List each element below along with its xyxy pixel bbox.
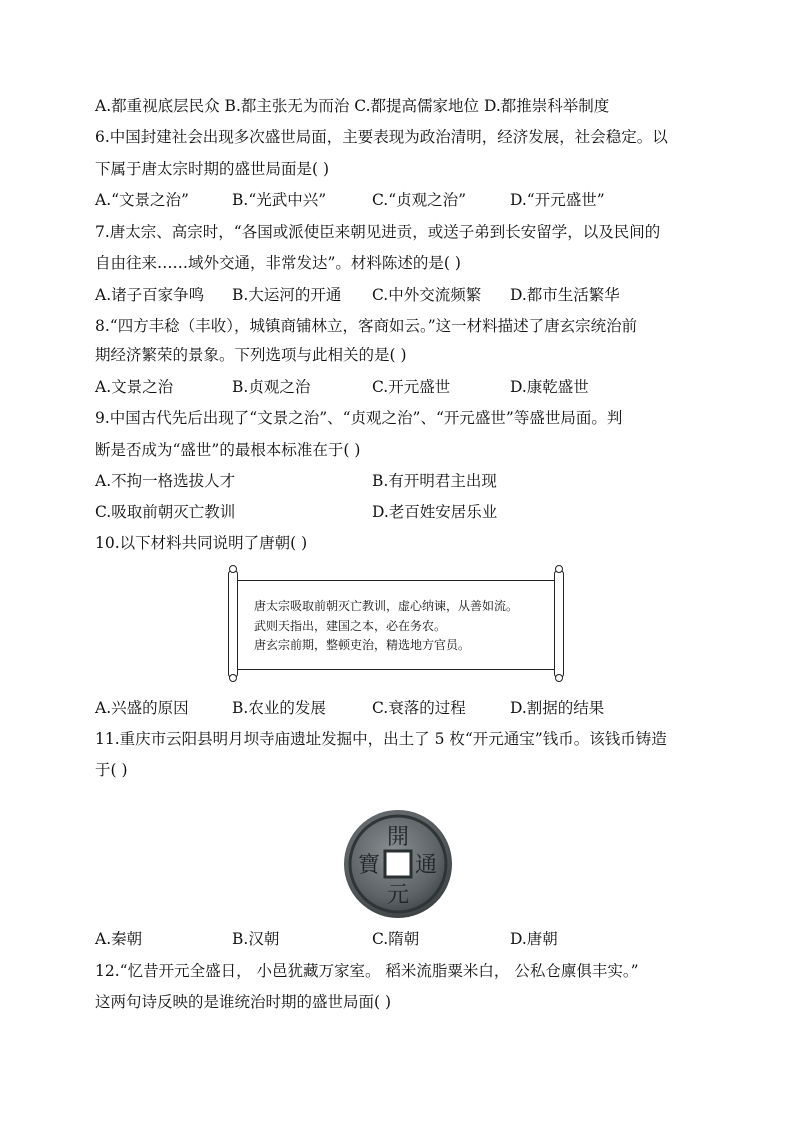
q8-option-b: B.贞观之治	[232, 378, 311, 396]
q11-stem-line1: 11.重庆市云阳县明月坝寺庙遗址发掘中，出土了 5 枚“开元通宝”钱币。该钱币铸造	[95, 730, 667, 748]
q10-option-b: B.农业的发展	[232, 699, 326, 717]
q11-option-a: A.秦朝	[95, 930, 143, 948]
q12-stem-line2: 这两句诗反映的是谁统治时期的盛世局面( )	[95, 993, 392, 1011]
q10-option-d: D.割据的结果	[510, 699, 605, 717]
coin-char-right: 通	[414, 853, 438, 878]
q8-stem-line2: 期经济繁荣的景象。下列选项与此相关的是( )	[95, 346, 407, 364]
coin-char-left: 寶	[357, 853, 381, 878]
q8-option-a: A.文景之治	[95, 378, 174, 396]
q8-option-c: C.开元盛世	[372, 378, 451, 396]
scroll-rod-left	[228, 570, 238, 678]
coin-square-hole	[385, 851, 411, 877]
kaiyuan-tongbao-coin-image	[342, 808, 454, 920]
q8-stem-line1: 8.“四方丰稔（丰收），城镇商铺林立，客商如云。”这一材料描述了唐玄宗统治前	[95, 317, 638, 335]
scroll-text-line1: 唐太宗吸取前朝灭亡教训，虚心纳谏，从善如流。	[254, 599, 519, 613]
scroll-text-line3: 唐玄宗前期，整顿吏治，精选地方官员。	[254, 638, 471, 652]
q7-stem-line2: 自由往来……域外交通，非常发达”。材料陈述的是( )	[95, 254, 461, 272]
q6-stem-line1: 6.中国封建社会出现多次盛世局面，主要表现为政治清明，经济发展，社会稳定。以	[95, 128, 668, 146]
q6-option-b: B.“光武中兴”	[232, 191, 327, 209]
scroll-material-image	[222, 568, 570, 680]
scroll-rod-right	[554, 570, 564, 678]
q6-stem-line2: 下属于唐太宗时期的盛世局面是( )	[95, 160, 330, 178]
q7-option-c: C.中外交流频繁	[372, 286, 482, 304]
q7-option-b: B.大运河的开通	[232, 286, 342, 304]
coin-char-bottom: 元	[386, 883, 410, 908]
q11-option-d: D.唐朝	[510, 930, 558, 948]
q7-option-d: D.都市生活繁华	[510, 286, 620, 304]
scroll-knob	[555, 565, 563, 573]
q9-stem-line2: 断是否成为“盛世”的最根本标准在于( )	[95, 441, 361, 459]
q10-stem: 10.以下材料共同说明了唐朝( )	[95, 534, 308, 552]
q6-option-c: C.“贞观之治”	[372, 191, 467, 209]
scroll-knob	[229, 674, 237, 682]
q10-option-a: A.兴盛的原因	[95, 699, 189, 717]
q11-option-b: B.汉朝	[232, 930, 280, 948]
q5-options: A.都重视底层民众 B.都主张无为而治 C.都提高儒家地位 D.都推崇科举制度	[95, 97, 610, 115]
scroll-text-line2: 武则天指出，建国之本，必在务农。	[254, 619, 447, 633]
q11-stem-line2: 于( )	[95, 761, 128, 779]
q7-option-a: A.诸子百家争鸣	[95, 286, 205, 304]
q10-option-c: C.衰落的过程	[372, 699, 466, 717]
q9-option-c: C.吸取前朝灭亡教训	[95, 503, 236, 521]
q12-stem-line1: 12.“忆昔开元全盛日， 小邑犹藏万家室。 稻米流脂粟米白， 公私仓廪俱丰实。”	[95, 962, 639, 980]
coin-char-top: 開	[386, 825, 410, 850]
q9-option-d: D.老百姓安居乐业	[372, 503, 498, 521]
q9-stem-line1: 9.中国古代先后出现了“文景之治”、“贞观之治”、“开元盛世”等盛世局面。判	[95, 409, 623, 427]
q9-option-b: B.有开明君主出现	[372, 472, 497, 490]
scroll-knob	[229, 565, 237, 573]
q6-option-a: A.“文景之治”	[95, 191, 189, 209]
q8-option-d: D.康乾盛世	[510, 378, 589, 396]
q9-option-a: A.不拘一格选拔人才	[95, 472, 236, 490]
q7-stem-line1: 7.唐太宗、高宗时，“各国或派使臣来朝见进贡，或送子弟到长安留学，以及民间的	[95, 223, 661, 241]
q6-option-d: D.“开元盛世”	[510, 191, 605, 209]
q11-option-c: C.隋朝	[372, 930, 420, 948]
scroll-knob	[555, 674, 563, 682]
